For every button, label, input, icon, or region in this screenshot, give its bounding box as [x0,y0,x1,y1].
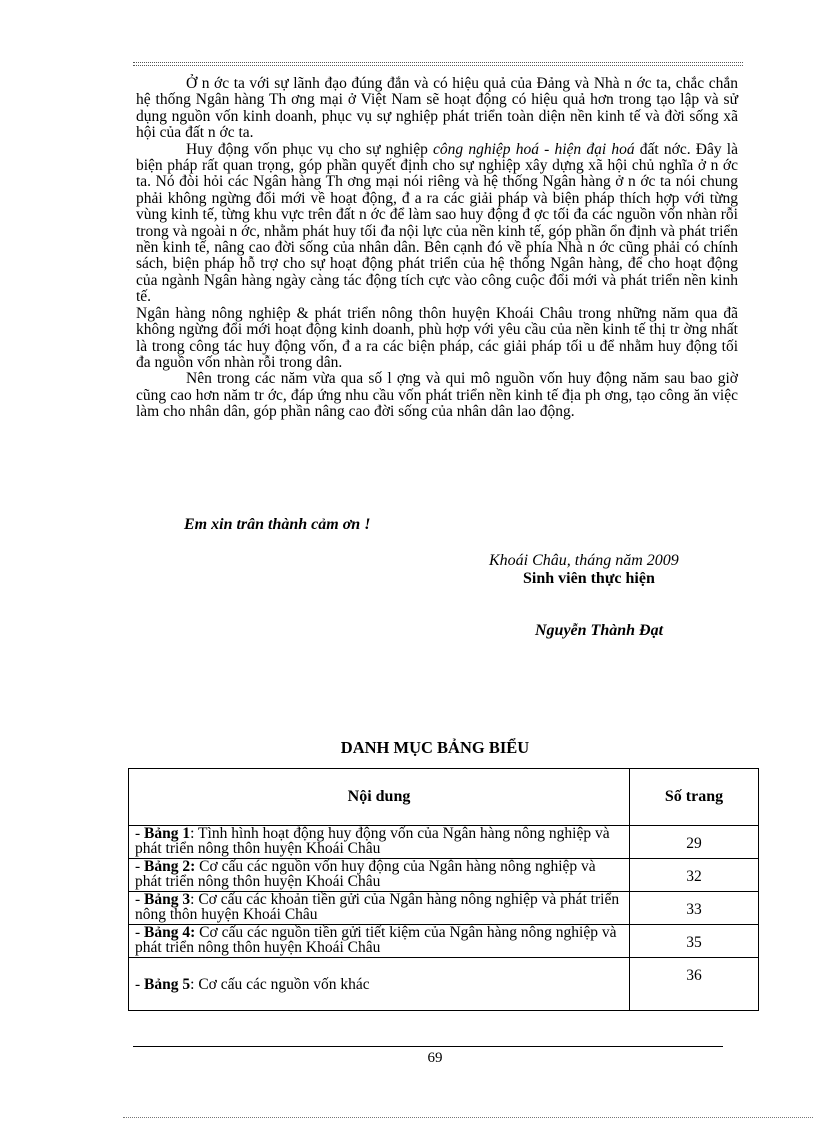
row-separator: : [190,826,199,842]
row-label: Bảng 4: [144,925,196,941]
footer-rule [133,1046,723,1047]
paragraph-3: Ngân hàng nông nghiệp & phát triển nông thôn huyện Khoái Châu trong những năm qua đã không ngừng đổi mới hoạt động kinh doanh, phù hợp với yêu cầu của nền kinh tế thị tr ờng nhất là trong công tác huy động vốn, đ a ra các biện pháp, các giải pháp tối u để nhằm huy động tối đa nguồn vốn nhàn rỗi trong dân. [136,304,738,371]
row-content: - Bảng 4: Cơ cấu các nguồn tiền gửi tiết kiệm của Ngân hàng nông nghiệp và phát triển nông thôn huyện Khoái Châu [129,925,630,958]
student-name: Nguyễn Thành Đạt [535,622,664,639]
row-text: Tình hình hoạt động huy động vốn của Ngân hàng nông nghiệp và phát triển nông thôn huyện Khoái Châu [135,826,610,857]
page-number: 69 [427,1050,443,1066]
header-page: Số trang [630,769,759,826]
row-label: Bảng 5 [144,975,191,993]
row-content: - Bảng 5: Cơ cấu các nguồn vốn khác [129,958,630,1011]
paragraph-2-rest: đất nớc. Đây là biện pháp rất quan trọng, góp phần quyết định cho sự nghiệp xây dựng xã hội chủ nghĩa ở n ớc ta. Nó đòi hỏi các Ngân hàng Th ơng mại nói riêng và hệ thống Ngân hàng ở n ớc ta nói chung phải không ngừng đổi mới về hoạt động, đ a ra các giải pháp và biện pháp thích hợp với từng vùng kinh tế, từng khu vực trên đất n ớc để làm sao huy động đ ợc tối đa các nguồn vốn nhàn rỗi trong và ngoài n ớc, nhằm phát huy tối đa nội lực của nền kinh tế, góp phần ổn định và phát triển nền kinh tế, nâng cao đời sống của nhân dân. Bên cạnh đó về phía Nhà n ớc cũng phải có chính sách, biện pháp hỗ trợ cho sự hoạt động phát triển của hệ thống Ngân hàng, để cho hoạt động của ngành Ngân hàng ngày càng tác động tích cực vào công cuộc đổi mới và phát triển nền kinh tế. [136,140,738,306]
row-content: - Bảng 2: Cơ cấu các nguồn vốn huy động của Ngân hàng nông nghiệp và phát triển nông thôn huyện Khoái Châu [129,859,630,892]
row-page: 36 [630,958,759,1011]
header-rule [133,62,743,63]
row-separator: : [190,892,199,908]
table-list [128,768,759,1011]
row-label: Bảng 3 [144,892,191,908]
row-page: 35 [630,925,759,958]
place-date: Khoái Châu, tháng năm 2009 [489,552,679,569]
table-row [129,826,759,859]
table-row [129,925,759,958]
row-label: Bảng 2: [144,859,196,875]
row-label: Bảng 1 [144,826,191,842]
row-page: 33 [630,892,759,925]
row-page: 29 [630,826,759,859]
paragraph-4: Nên trong các năm vừa qua số l ợng và qui mô nguồn vốn huy động năm sau bao giờ cũng cao hơn năm tr ớc, đáp ứng nhu cầu vốn phát triển nền kinh tế địa ph ơng, tạo công ăn việc làm cho nhân dân, góp phần nâng cao đời sống của nhân dân lao động. [136,370,738,421]
paragraph-2-start: Huy động vốn phục vụ cho sự nghiệp [186,140,434,158]
header-rule-secondary [133,65,743,66]
row-text: Cơ cấu các nguồn tiền gửi tiết kiệm của Ngân hàng nông nghiệp và phát triển nông thôn huyện Khoái Châu [135,925,617,956]
row-text: Cơ cấu các nguồn vốn khác [198,975,370,993]
bottom-rule [123,1117,813,1118]
row-text: Cơ cấu các nguồn vốn huy động của Ngân hàng nông nghiệp và phát triển nông thôn huyện Khoái Châu [135,859,596,890]
row-content: - Bảng 1: Tình hình hoạt động huy động vốn của Ngân hàng nông nghiệp và phát triển nông thôn huyện Khoái Châu [129,826,630,859]
paragraph-2 [136,142,738,306]
header-content: Nội dung [129,769,630,826]
row-text: Cơ cấu các khoản tiền gửi của Ngân hàng nông nghiệp và phát triển nông thôn huyện Khoái Châu [135,892,620,923]
row-page: 32 [630,859,759,892]
paragraph-2-italic: công nghiệp hoá - hiện đại hoá [433,140,635,158]
row-content: - Bảng 3: Cơ cấu các khoản tiền gửi của Ngân hàng nông nghiệp và phát triển nông thôn huyện Khoái Châu [129,892,630,925]
table-row [129,958,759,1011]
row-separator: : [190,975,199,993]
thanks-line: Em xin trân thành cảm ơn ! [184,516,371,533]
student-label: Sinh viên thực hiện [523,570,655,587]
body-text [136,76,738,421]
table-header-row [129,769,759,826]
table-row [129,859,759,892]
paragraph-1: Ở n ớc ta với sự lãnh đạo đúng đắn và có hiệu quả của Đảng và Nhà n ớc ta, chắc chắn hệ thống Ngân hàng Th ơng mại ở Việt Nam sẽ hoạt động có hiệu quả hơn trong tạo lập và sử dụng nguồn vốn kinh doanh, phục vụ sự nghiệp phát triển toàn diện nền kinh tế và đời sống xã hội của đất n ớc ta. [136,75,738,142]
table-row [129,892,759,925]
table-list-title: DANH MỤC BẢNG BIỂU [340,738,530,757]
